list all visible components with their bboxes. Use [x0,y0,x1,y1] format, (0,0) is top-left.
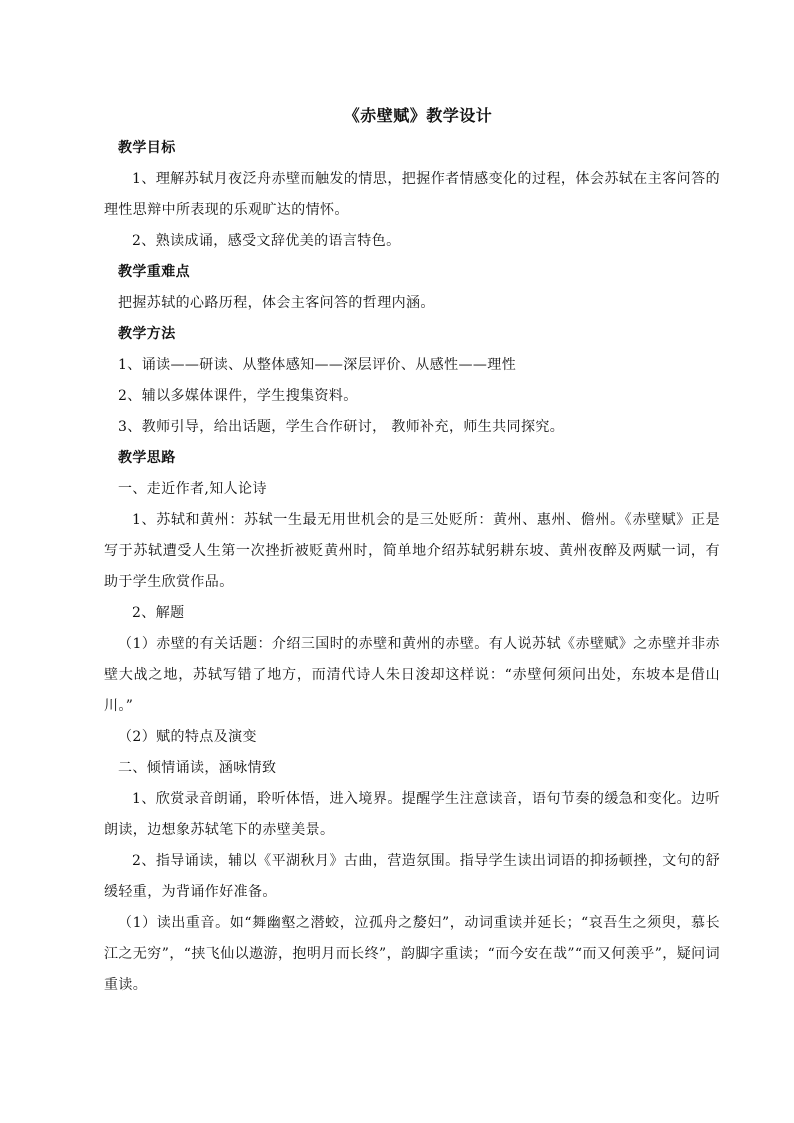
part-2-item-2-1: （1）读出重音。如“舞幽壑之潜蛟，泣孤舟之嫠妇”，动词重读并延长；“哀吾生之须臾，慕长江之无穷”，“挟飞仙以遨游，抱明月而长终”，韵脚字重读；“而今安在哉”“而又何羡乎”，疑问词重读。 [104,915,720,993]
method-item-3: 3、教师引导，给出话题，学生合作研讨， 教师补充，师生共同探究。 [118,419,565,435]
section-heading-method: 教学方法 [118,326,176,342]
goal-item-1: 1、理解苏轼月夜泛舟赤壁而触发的情思，把握作者情感变化的过程，体会苏轼在主客问答的理性思辩中所表现的乐观旷达的情怀。 [104,171,720,218]
part-1-item-1: 1、苏轼和黄州：苏轼一生最无用世机会的是三处贬所：黄州、惠州、儋州。《赤壁赋》正是写于苏轼遭受人生第一次挫折被贬黄州时，简单地介绍苏轼躬耕东坡、黄州夜醉及两赋一词，有助于学生欣赏作品。 [104,512,720,590]
method-item-2: 2、辅以多媒体课件，学生搜集资料。 [118,388,358,404]
document-title: 《赤壁赋》教学设计 [343,106,493,125]
part-2-item-1: 1、欣赏录音朗诵，聆听体悟，进入境界。提醒学生注意读音，语句节奏的缓急和变化。边听朗读，边想象苏轼笔下的赤壁美景。 [104,791,720,838]
difficulty-text: 把握苏轼的心路历程，体会主客问答的哲理内涵。 [118,295,435,311]
section-heading-thinking: 教学思路 [118,450,176,466]
part-1-title: 一、走近作者,知人论诗 [118,481,267,497]
method-item-1: 1、诵读——研读、从整体感知——深层评价、从感性——理性 [118,357,517,373]
part-1-item-2-1: （1）赤壁的有关话题：介绍三国时的赤壁和黄州的赤壁。有人说苏轼《赤壁赋》之赤壁并非赤壁大战之地，苏轼写错了地方，而清代诗人朱日浚却这样说：“赤壁何须问出处，东坡本是借山川。” [104,636,720,714]
part-1-item-2-2: （2）赋的特点及演变 [118,729,257,745]
goal-item-2: 2、熟读成诵，感受文辞优美的语言特色。 [132,233,401,249]
part-2-item-2: 2、指导诵读，辅以《平湖秋月》古曲，营造氛围。指导学生读出词语的抑扬顿挫，文句的舒缓轻重，为背诵作好准备。 [104,853,720,900]
section-heading-goals: 教学目标 [118,140,176,156]
part-2-title: 二、倾情诵读，涵咏情致 [118,760,277,776]
part-1-item-2: 2、解题 [132,605,185,621]
section-heading-difficulty: 教学重难点 [118,264,190,280]
